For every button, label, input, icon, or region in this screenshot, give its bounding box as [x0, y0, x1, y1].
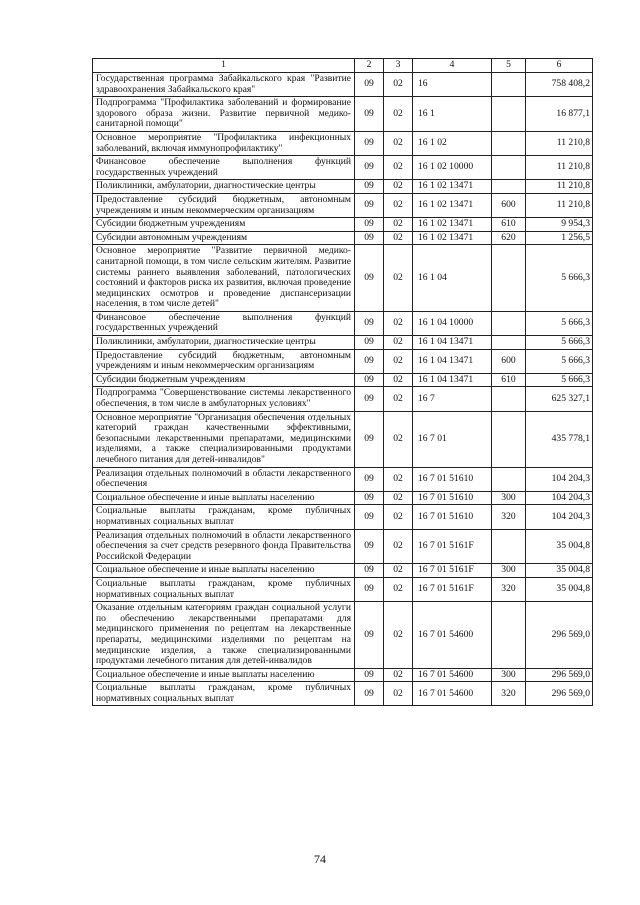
row-expense-type-cell: 320	[492, 682, 526, 706]
row-name-cell: Финансовое обеспечение выполнения функций государственных учреждений	[93, 311, 355, 335]
row-subsection-cell: 02	[384, 602, 413, 669]
row-amount-cell: 5 666,3	[526, 245, 593, 312]
row-amount-cell: 1 256,5	[526, 231, 593, 245]
row-section-cell: 09	[355, 336, 384, 350]
table-row	[93, 131, 593, 155]
row-subsection-cell: 02	[384, 336, 413, 350]
row-subsection-cell: 02	[384, 529, 413, 564]
row-name-cell: Социальные выплаты гражданам, кроме публичных нормативных социальных выплат	[93, 577, 355, 601]
row-target-code-cell: 16 1 04 13471	[413, 373, 492, 387]
row-expense-type-cell	[492, 387, 526, 411]
row-expense-type-cell	[492, 602, 526, 669]
table-row	[93, 97, 593, 132]
row-target-code-cell: 16 1 02 13471	[413, 193, 492, 217]
row-subsection-cell: 02	[384, 682, 413, 706]
row-name-cell: Поликлиники, амбулатории, диагностические центры	[93, 180, 355, 194]
table-row	[93, 311, 593, 335]
row-target-code-cell: 16 1	[413, 97, 492, 132]
row-subsection-cell: 02	[384, 311, 413, 335]
row-name-cell: Социальные выплаты гражданам, кроме публичных нормативных социальных выплат	[93, 682, 355, 706]
row-expense-type-cell: 610	[492, 218, 526, 232]
table-row	[93, 373, 593, 387]
row-target-code-cell: 16 7 01 5161F	[413, 564, 492, 578]
row-expense-type-cell: 300	[492, 668, 526, 682]
row-expense-type-cell	[492, 131, 526, 155]
row-name-cell: Реализация отдельных полномочий в области лекарственного обеспечения за счет средств резервного фонда Правительства Российской Федерации	[93, 529, 355, 564]
row-expense-type-cell: 320	[492, 505, 526, 529]
header-cell-5: 5	[492, 59, 526, 73]
row-amount-cell: 11 210,8	[526, 156, 593, 180]
row-name-cell: Подпрограмма "Совершенствование системы лекарственного обеспечения, в том числе в амбулаторных условиях"	[93, 387, 355, 411]
row-expense-type-cell	[492, 411, 526, 467]
row-expense-type-cell: 600	[492, 349, 526, 373]
row-subsection-cell: 02	[384, 349, 413, 373]
row-name-cell: Основное мероприятие "Организация обеспечения отдельных категорий граждан качественными эффективными, безопасными лекарственными препаратами, медицинскими изделиями, а также специализированными продуктами лечебного питания для детей-инвалидов"	[93, 411, 355, 467]
row-amount-cell: 9 954,3	[526, 218, 593, 232]
row-target-code-cell: 16 1 04	[413, 245, 492, 312]
table-row	[93, 387, 593, 411]
row-subsection-cell: 02	[384, 180, 413, 194]
table-row	[93, 577, 593, 601]
budget-table-container	[92, 58, 592, 706]
row-amount-cell: 35 004,8	[526, 564, 593, 578]
row-section-cell: 09	[355, 373, 384, 387]
row-expense-type-cell	[492, 97, 526, 132]
row-name-cell: Оказание отдельным категориям граждан социальной услуги по обеспечению лекарственными препаратами для медицинского применения по рецептам на лекарственные препараты, медицинскими изделиями по рецептам на медицинские изделия, а также специализированными продуктами лечебного питания для детей-инвалидов	[93, 602, 355, 669]
row-name-cell: Предоставление субсидий бюджетным, автономным учреждениям и иным некоммерческим организациям	[93, 349, 355, 373]
row-target-code-cell: 16 7 01 51610	[413, 467, 492, 491]
row-expense-type-cell	[492, 180, 526, 194]
row-section-cell: 09	[355, 311, 384, 335]
row-section-cell: 09	[355, 602, 384, 669]
row-name-cell: Финансовое обеспечение выполнения функций государственных учреждений	[93, 156, 355, 180]
row-subsection-cell: 02	[384, 131, 413, 155]
row-amount-cell: 104 204,3	[526, 491, 593, 505]
row-section-cell: 09	[355, 564, 384, 578]
row-expense-type-cell	[492, 311, 526, 335]
table-body	[93, 73, 593, 706]
row-section-cell: 09	[355, 97, 384, 132]
row-expense-type-cell: 600	[492, 193, 526, 217]
row-section-cell: 09	[355, 73, 384, 97]
header-cell-3: 3	[384, 59, 413, 73]
row-target-code-cell: 16	[413, 73, 492, 97]
row-amount-cell: 35 004,8	[526, 529, 593, 564]
row-expense-type-cell	[492, 156, 526, 180]
row-amount-cell: 5 666,3	[526, 373, 593, 387]
row-name-cell: Субсидии бюджетным учреждениям	[93, 373, 355, 387]
row-amount-cell: 104 204,3	[526, 467, 593, 491]
row-section-cell: 09	[355, 411, 384, 467]
row-target-code-cell: 16 7 01 54600	[413, 602, 492, 669]
row-name-cell: Социальное обеспечение и иные выплаты населению	[93, 668, 355, 682]
table-row	[93, 245, 593, 312]
row-expense-type-cell	[492, 245, 526, 312]
page-number: 74	[314, 852, 326, 866]
row-amount-cell: 296 569,0	[526, 668, 593, 682]
row-target-code-cell: 16 1 04 13471	[413, 349, 492, 373]
row-target-code-cell: 16 1 02 10000	[413, 156, 492, 180]
row-target-code-cell: 16 7 01	[413, 411, 492, 467]
row-subsection-cell: 02	[384, 193, 413, 217]
row-name-cell: Социальное обеспечение и иные выплаты населению	[93, 564, 355, 578]
row-subsection-cell: 02	[384, 467, 413, 491]
row-subsection-cell: 02	[384, 231, 413, 245]
table-row	[93, 193, 593, 217]
row-section-cell: 09	[355, 193, 384, 217]
row-subsection-cell: 02	[384, 491, 413, 505]
table-row	[93, 564, 593, 578]
row-expense-type-cell: 620	[492, 231, 526, 245]
row-name-cell: Основное мероприятие "Профилактика инфекционных заболеваний, включая иммунопрофилактику"	[93, 131, 355, 155]
row-expense-type-cell	[492, 336, 526, 350]
row-target-code-cell: 16 1 04 10000	[413, 311, 492, 335]
row-section-cell: 09	[355, 467, 384, 491]
row-expense-type-cell	[492, 467, 526, 491]
row-amount-cell: 296 569,0	[526, 602, 593, 669]
row-amount-cell: 758 408,2	[526, 73, 593, 97]
row-target-code-cell: 16 7 01 51610	[413, 491, 492, 505]
row-amount-cell: 104 204,3	[526, 505, 593, 529]
row-section-cell: 09	[355, 180, 384, 194]
row-section-cell: 09	[355, 131, 384, 155]
row-target-code-cell: 16 7 01 5161F	[413, 577, 492, 601]
table-row	[93, 156, 593, 180]
row-section-cell: 09	[355, 156, 384, 180]
row-name-cell: Подпрограмма "Профилактика заболеваний и формирование здорового образа жизни. Развитие первичной медико-санитарной помощи"	[93, 97, 355, 132]
row-amount-cell: 435 778,1	[526, 411, 593, 467]
row-target-code-cell: 16 7	[413, 387, 492, 411]
row-amount-cell: 5 666,3	[526, 349, 593, 373]
header-cell-6: 6	[526, 59, 593, 73]
row-section-cell: 09	[355, 387, 384, 411]
row-subsection-cell: 02	[384, 577, 413, 601]
row-subsection-cell: 02	[384, 156, 413, 180]
row-section-cell: 09	[355, 231, 384, 245]
row-expense-type-cell: 610	[492, 373, 526, 387]
row-target-code-cell: 16 7 01 51610	[413, 505, 492, 529]
table-row	[93, 218, 593, 232]
row-subsection-cell: 02	[384, 387, 413, 411]
row-section-cell: 09	[355, 349, 384, 373]
row-expense-type-cell	[492, 529, 526, 564]
table-row	[93, 73, 593, 97]
row-amount-cell: 11 210,8	[526, 180, 593, 194]
table-row	[93, 668, 593, 682]
header-cell-1: 1	[93, 59, 355, 73]
table-row	[93, 180, 593, 194]
row-expense-type-cell: 300	[492, 491, 526, 505]
row-name-cell: Социальное обеспечение и иные выплаты населению	[93, 491, 355, 505]
row-target-code-cell: 16 7 01 5161F	[413, 529, 492, 564]
row-name-cell: Субсидии бюджетным учреждениям	[93, 218, 355, 232]
row-subsection-cell: 02	[384, 564, 413, 578]
row-subsection-cell: 02	[384, 97, 413, 132]
header-cell-4: 4	[413, 59, 492, 73]
row-target-code-cell: 16 1 02 13471	[413, 231, 492, 245]
row-subsection-cell: 02	[384, 218, 413, 232]
row-section-cell: 09	[355, 668, 384, 682]
header-cell-2: 2	[355, 59, 384, 73]
table-row	[93, 529, 593, 564]
row-amount-cell: 625 327,1	[526, 387, 593, 411]
row-subsection-cell: 02	[384, 505, 413, 529]
row-name-cell: Государственная программа Забайкальского края "Развитие здравоохранения Забайкальского края"	[93, 73, 355, 97]
row-subsection-cell: 02	[384, 373, 413, 387]
row-target-code-cell: 16 1 02	[413, 131, 492, 155]
row-name-cell: Реализация отдельных полномочий в области лекарственного обеспечения	[93, 467, 355, 491]
row-amount-cell: 5 666,3	[526, 311, 593, 335]
row-name-cell: Субсидии автономным учреждениям	[93, 231, 355, 245]
row-subsection-cell: 02	[384, 668, 413, 682]
row-name-cell: Социальные выплаты гражданам, кроме публичных нормативных социальных выплат	[93, 505, 355, 529]
row-name-cell: Предоставление субсидий бюджетным, автономным учреждениям и иным некоммерческим организациям	[93, 193, 355, 217]
row-amount-cell: 16 877,1	[526, 97, 593, 132]
row-target-code-cell: 16 1 04 13471	[413, 336, 492, 350]
row-section-cell: 09	[355, 505, 384, 529]
row-target-code-cell: 16 7 01 54600	[413, 668, 492, 682]
row-subsection-cell: 02	[384, 73, 413, 97]
row-target-code-cell: 16 7 01 54600	[413, 682, 492, 706]
row-amount-cell: 11 210,8	[526, 193, 593, 217]
row-section-cell: 09	[355, 491, 384, 505]
row-subsection-cell: 02	[384, 411, 413, 467]
table-header-row	[93, 59, 593, 73]
row-name-cell: Поликлиники, амбулатории, диагностические центры	[93, 336, 355, 350]
table-row	[93, 682, 593, 706]
table-row	[93, 491, 593, 505]
table-row	[93, 411, 593, 467]
table-row	[93, 505, 593, 529]
table-row	[93, 349, 593, 373]
row-amount-cell: 5 666,3	[526, 336, 593, 350]
row-expense-type-cell	[492, 73, 526, 97]
table-row	[93, 231, 593, 245]
row-section-cell: 09	[355, 577, 384, 601]
row-section-cell: 09	[355, 529, 384, 564]
row-expense-type-cell: 300	[492, 564, 526, 578]
table-row	[93, 602, 593, 669]
row-expense-type-cell: 320	[492, 577, 526, 601]
row-name-cell: Основное мероприятие "Развитие первичной медико-санитарной помощи, в том числе сельским жителям. Развитие системы раннего выявления заболеваний, патологических состояний и факторов риска их развития, включая проведение медицинских осмотров и проведение диспансеризации населения, в том числе детей"	[93, 245, 355, 312]
row-section-cell: 09	[355, 682, 384, 706]
row-section-cell: 09	[355, 218, 384, 232]
budget-table	[92, 58, 593, 706]
row-amount-cell: 11 210,8	[526, 131, 593, 155]
table-row	[93, 467, 593, 491]
row-section-cell: 09	[355, 245, 384, 312]
row-target-code-cell: 16 1 02 13471	[413, 218, 492, 232]
row-subsection-cell: 02	[384, 245, 413, 312]
row-target-code-cell: 16 1 02 13471	[413, 180, 492, 194]
table-row	[93, 336, 593, 350]
row-amount-cell: 35 004,8	[526, 577, 593, 601]
row-amount-cell: 296 569,0	[526, 682, 593, 706]
